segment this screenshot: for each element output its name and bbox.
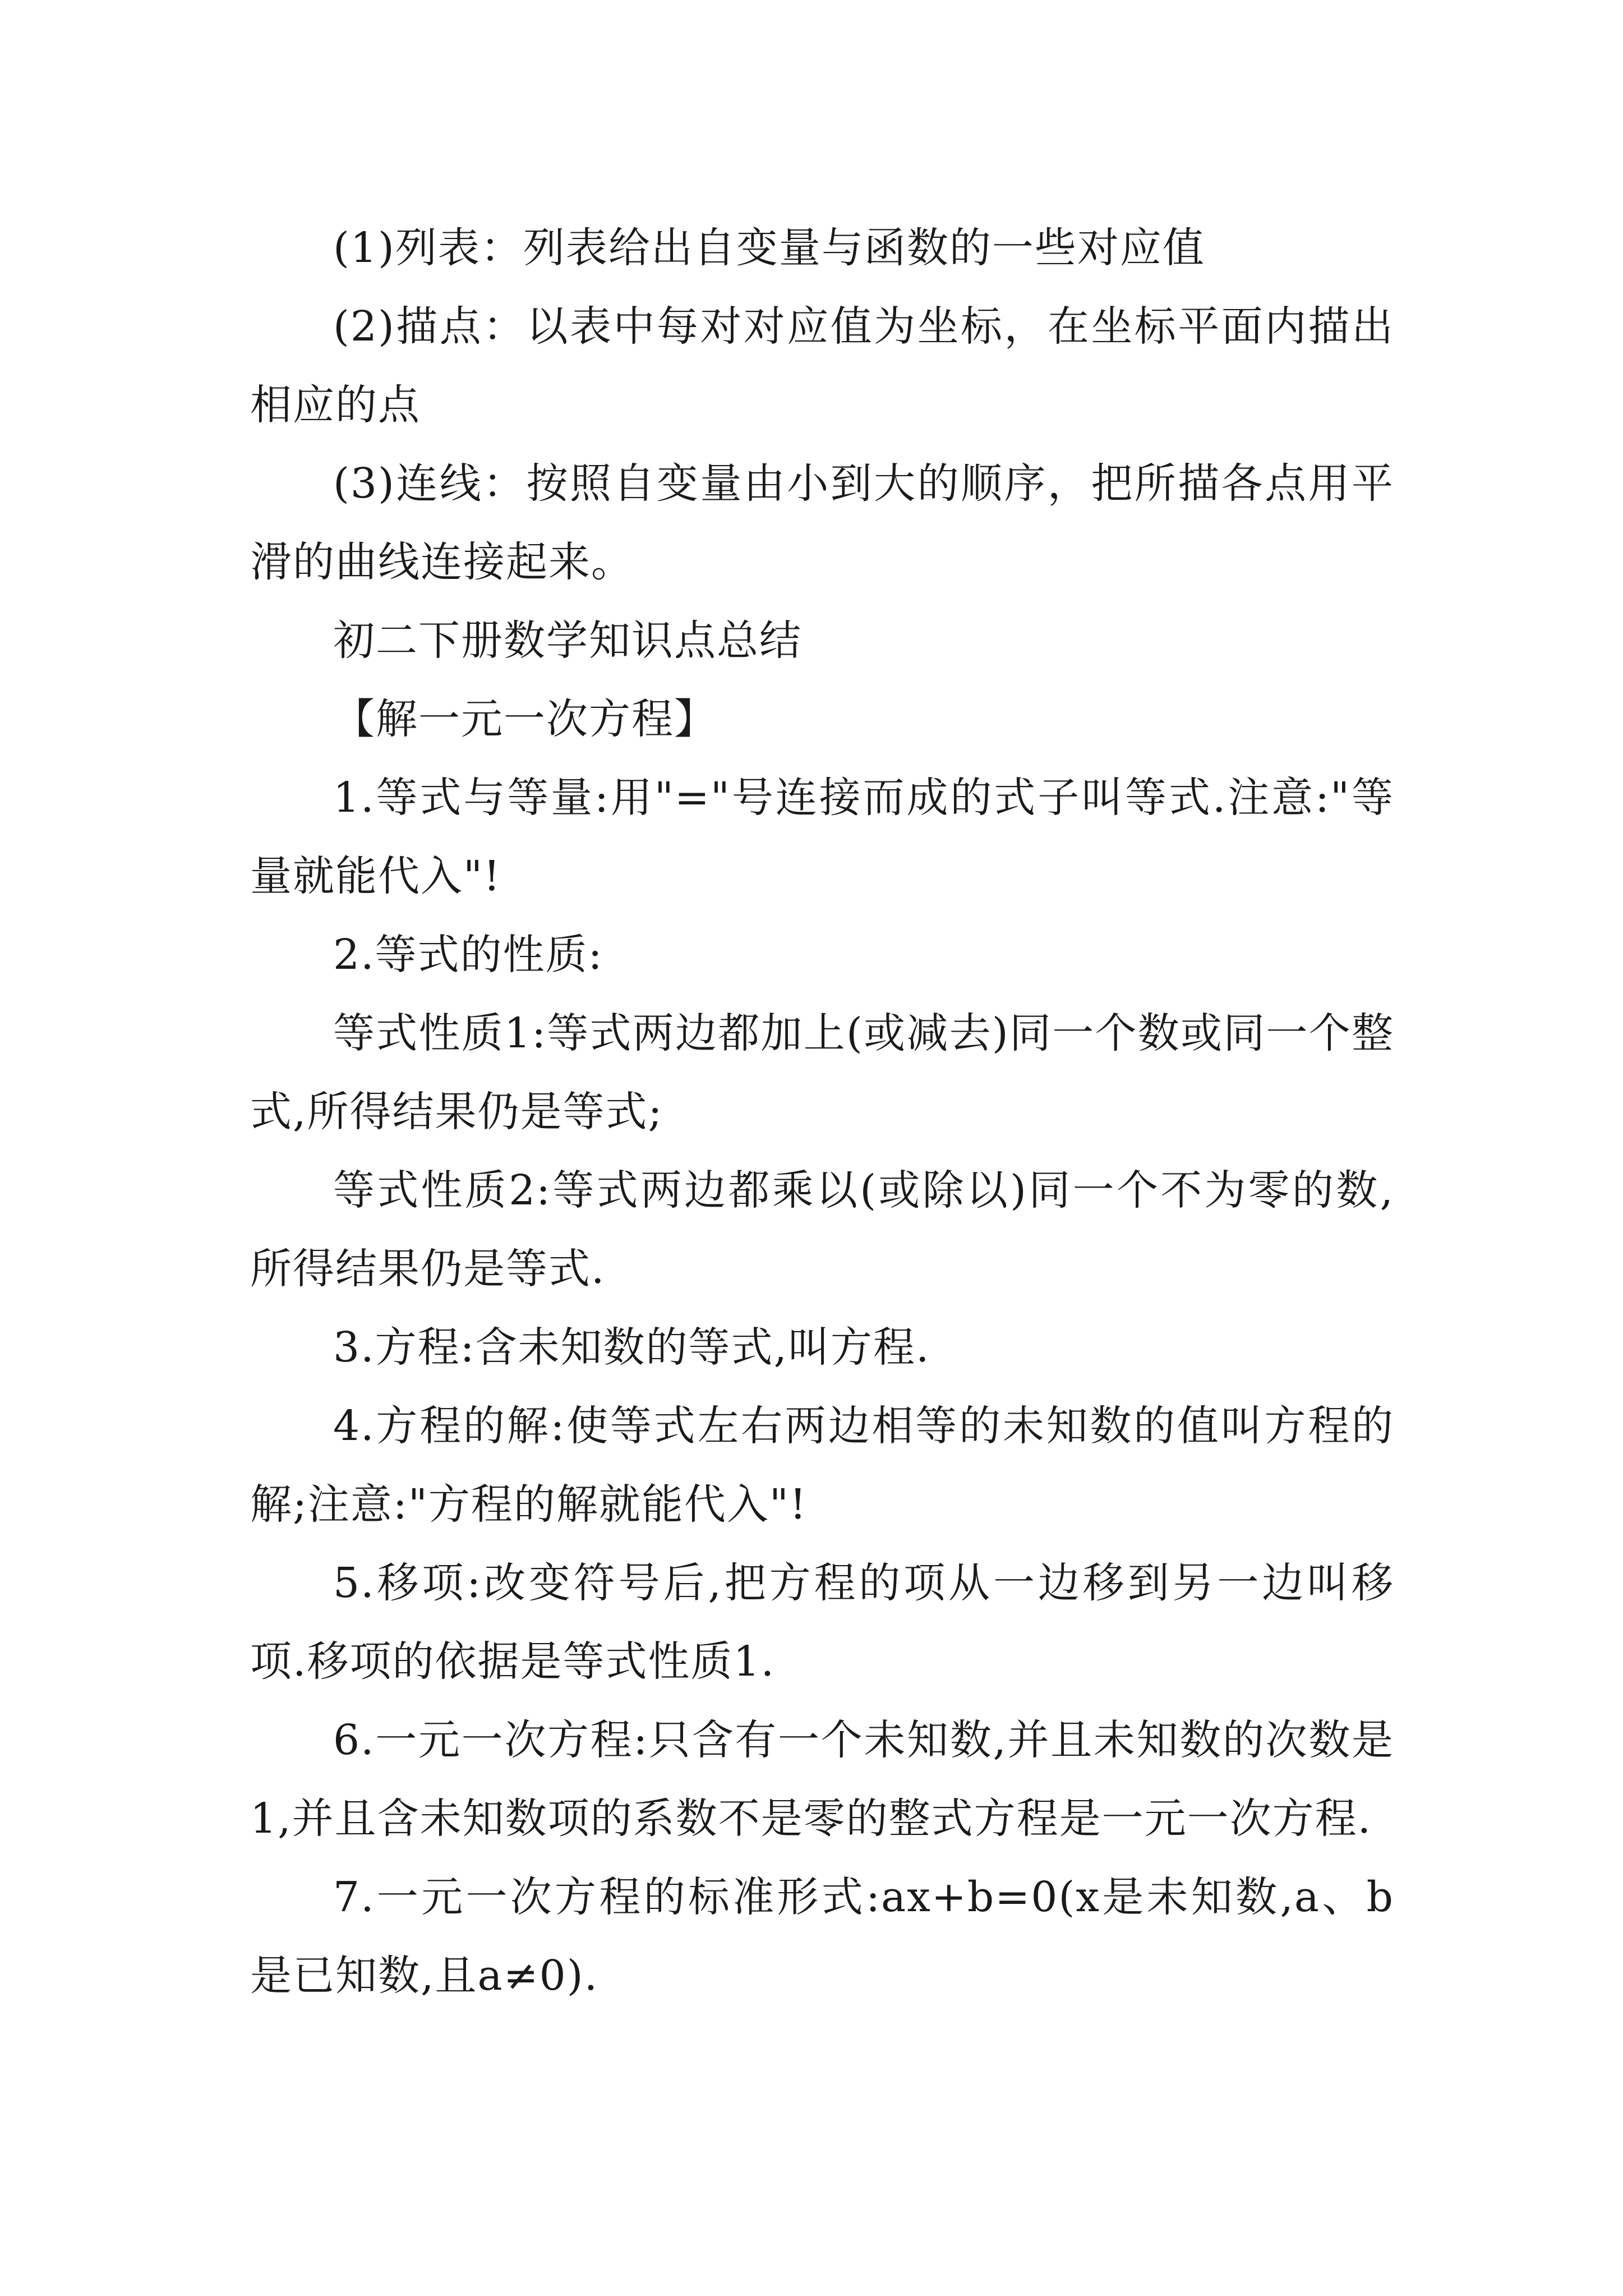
- paragraph-item-6: 6.一元一次方程:只含有一个未知数,并且未知数的次数是1,并且含未知数项的系数不是零的整式方程是一元一次方程.: [250, 1716, 1394, 1843]
- paragraph-property-2: 等式性质2:等式两边都乘以(或除以)同一个不为零的数,所得结果仍是等式.: [250, 1166, 1394, 1293]
- document-body: [250, 209, 1394, 2015]
- subsection-heading: 【解一元一次方程】: [333, 695, 717, 743]
- paragraph-tabulate: (1)列表：列表给出自变量与函数的一些对应值: [333, 224, 1205, 272]
- paragraph-property-1: 等式性质1:等式两边都加上(或减去)同一个数或同一个整式,所得结果仍是等式;: [250, 1009, 1394, 1136]
- paragraph-item-5: 5.移项:改变符号后,把方程的项从一边移到另一边叫移项.移项的依据是等式性质1.: [250, 1559, 1394, 1686]
- section-heading: 初二下册数学知识点总结: [333, 616, 802, 665]
- paragraph-item-1: 1.等式与等量:用"="号连接而成的式子叫等式.注意:"等量就能代入"!: [250, 774, 1394, 900]
- paragraph-item-3: 3.方程:含未知数的等式,叫方程.: [333, 1323, 930, 1372]
- paragraph-item-7: 7.一元一次方程的标准形式:ax+b=0(x是未知数,a、b是已知数,且a≠0).: [250, 1873, 1394, 2000]
- paragraph-connect-lines: (3)连线：按照自变量由小到大的顺序，把所描各点用平滑的曲线连接起来。: [250, 459, 1394, 586]
- paragraph-item-4: 4.方程的解:使等式左右两边相等的未知数的值叫方程的解;注意:"方程的解就能代入"!: [250, 1402, 1394, 1529]
- paragraph-item-2: 2.等式的性质:: [333, 931, 603, 979]
- paragraph-plot-points: (2)描点：以表中每对对应值为坐标，在坐标平面内描出相应的点: [250, 302, 1394, 429]
